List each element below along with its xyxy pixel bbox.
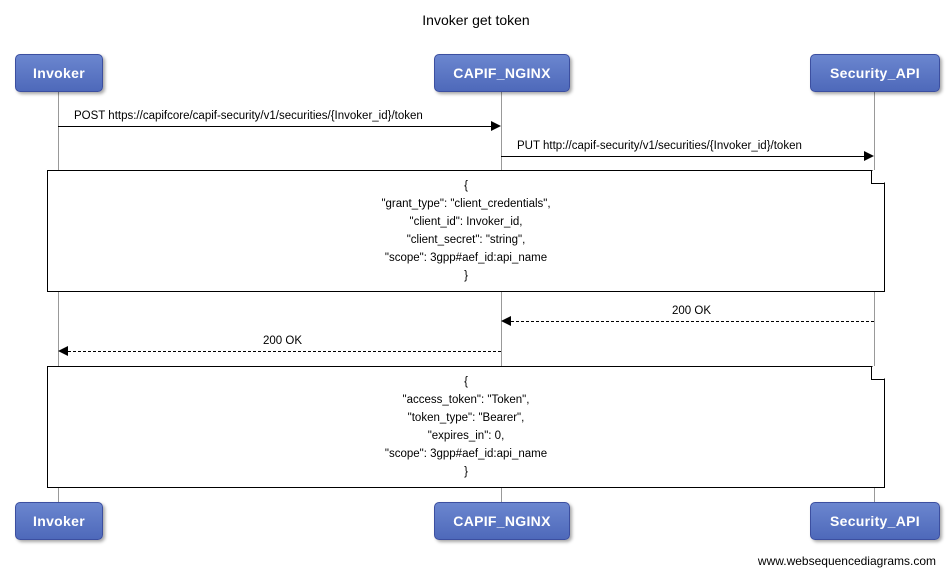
message-arrow-post-token-request	[491, 121, 501, 131]
note-line: {	[464, 376, 468, 388]
actor-security-api-top[interactable]	[810, 54, 940, 92]
actor-invoker-top[interactable]	[15, 54, 103, 92]
message-label-post-token-request: POST https://capifcore/capif-security/v1/securities/{Invoker_id}/token	[74, 110, 423, 122]
note-line: "scope": 3gpp#aef_id:api_name	[384, 252, 548, 264]
message-line-post-token-request	[58, 126, 492, 127]
note-line: "grant_type": "client_credentials",	[381, 198, 551, 210]
token-request-body-note	[47, 170, 885, 292]
note-line: "access_token": "Token",	[402, 394, 530, 406]
diagram-title: Invoker get token	[422, 12, 530, 28]
note-line: {	[464, 180, 468, 192]
note-line: }	[464, 270, 468, 282]
note-line: }	[464, 466, 468, 478]
actor-capif-nginx-top-label: CAPIF_NGINX	[453, 65, 551, 81]
note-line: "expires_in": 0,	[427, 430, 505, 442]
actor-security-api-top-label: Security_API	[830, 65, 920, 81]
message-arrow-put-token-request	[864, 151, 874, 161]
message-line-nginx-200-ok	[68, 351, 501, 352]
actor-capif-nginx-top[interactable]	[434, 54, 570, 92]
actor-invoker-bottom[interactable]	[15, 502, 103, 540]
actor-capif-nginx-bottom[interactable]	[434, 502, 570, 540]
message-line-put-token-request	[501, 156, 865, 157]
message-label-nginx-200-ok: 200 OK	[263, 335, 302, 347]
token-request-body-note-text	[48, 177, 884, 285]
actor-invoker-top-label: Invoker	[33, 65, 85, 81]
token-response-body-note	[47, 366, 885, 488]
message-label-put-token-request: PUT http://capif-security/v1/securities/{Invoker_id}/token	[517, 140, 802, 152]
message-line-security-api-200-ok	[511, 321, 874, 322]
actor-invoker-bottom-label: Invoker	[33, 513, 85, 529]
message-arrow-nginx-200-ok	[58, 346, 68, 356]
footer-credit: www.websequencediagrams.com	[757, 554, 936, 568]
note-line: "scope": 3gpp#aef_id:api_name	[384, 448, 548, 460]
message-label-security-api-200-ok: 200 OK	[672, 305, 711, 317]
note-line: "token_type": "Bearer",	[407, 412, 525, 424]
note-line: "client_id": Invoker_id,	[409, 216, 523, 228]
actor-security-api-bottom[interactable]	[810, 502, 940, 540]
token-response-body-note-text	[48, 373, 884, 481]
actor-capif-nginx-bottom-label: CAPIF_NGINX	[453, 513, 551, 529]
message-arrow-security-api-200-ok	[501, 316, 511, 326]
actor-security-api-bottom-label: Security_API	[830, 513, 920, 529]
note-line: "client_secret": "string",	[406, 234, 526, 246]
